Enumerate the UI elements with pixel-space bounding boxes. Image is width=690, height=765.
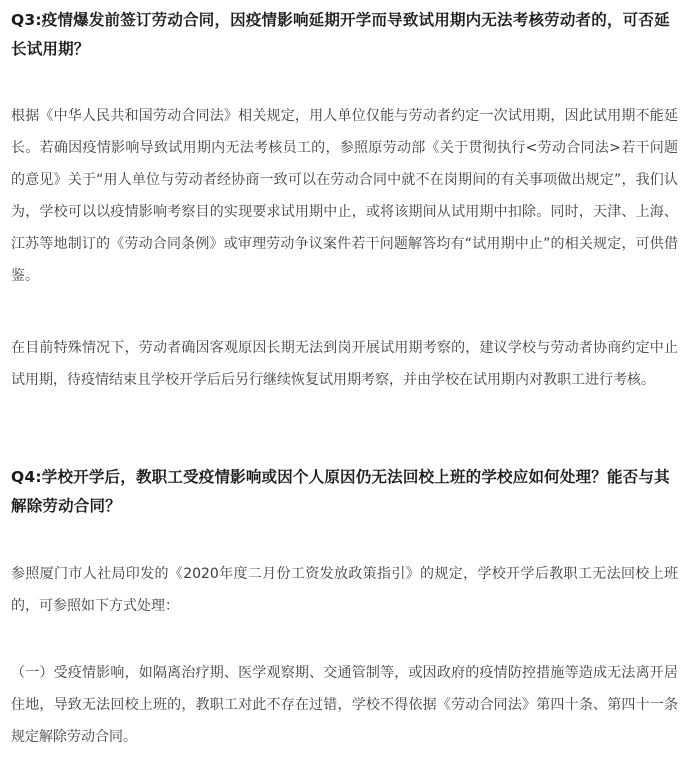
- q3-paragraph-2: 在目前特殊情况下，劳动者确因客观原因长期无法到岗开展试用期考察的，建议学校与劳动者协商约定中止试用期，待疫情结束且学校开学后后另行继续恢复试用期考察，并由学校在试用期内对教职工进行考核。: [11, 340, 678, 388]
- q3-heading: Q3:疫情爆发前签订劳动合同，因疫情影响延期开学而导致试用期内无法考核劳动者的，可否延长试用期？: [11, 11, 670, 58]
- q4-heading: Q4:学校开学后，教职工受疫情影响或因个人原因仍无法回校上班的学校应如何处理？能否与其解除劳动合同？: [11, 468, 670, 515]
- q4-paragraph-2: （一）受疫情影响，如隔离治疗期、医学观察期、交通管制等，或因政府的疫情防控措施等造成无法离开居住地，导致无法回校上班的，教职工对此不存在过错，学校不得依据《劳动合同法》第四十条、第四十一条规定解除劳动合同。: [11, 665, 678, 745]
- q3-paragraph-1: 根据《中华人民共和国劳动合同法》相关规定，用人单位仅能与劳动者约定一次试用期，因此试用期不能延长。若确因疫情影响导致试用期内无法考核员工的，参照原劳动部《关于贯彻执行<劳动合同法>若干问题的意见》关于“用人单位与劳动者经协商一致可以在劳动合同中就不在岗期间的有关事项做出规定”，我们认为，学校可以以疫情影响考察目的实现要求试用期中止，或将该期间从试用期中扣除。同时，天津、上海、江苏等地制订的《劳动合同条例》或审理劳动争议案件若干问题解答均有“试用期中止”的相关规定，可供借鉴。: [11, 108, 678, 284]
- q4-paragraph-1: 参照厦门市人社局印发的《2020年度二月份工资发放政策指引》的规定，学校开学后教职工无法回校上班的，可参照如下方式处理：: [11, 566, 678, 614]
